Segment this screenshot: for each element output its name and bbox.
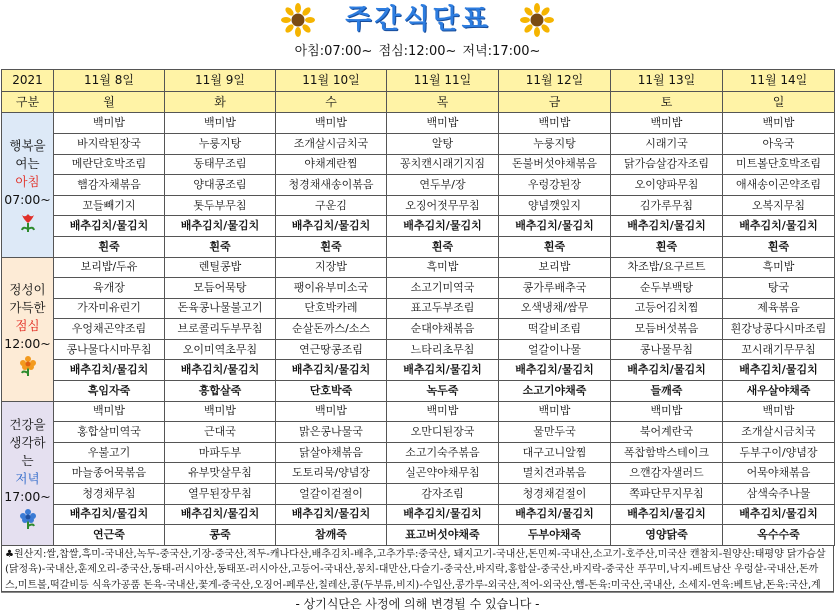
menu-item-cell: 꼬들빼기지 <box>54 195 165 216</box>
menu-item-cell: 흑미밥 <box>723 257 835 278</box>
menu-item-cell: 브로콜리두부무침 <box>165 319 276 340</box>
menu-item-cell: 배추김치/물김치 <box>611 504 723 525</box>
menu-item-cell: 멸치견과볶음 <box>499 463 611 484</box>
menu-item-cell: 오복지무침 <box>723 195 835 216</box>
origin-info: ♣원산지:쌀,찹쌀,흑미-국내산,녹두-중국산,기장-중국산,적두-캐나다산,배추김치-배추,고추가루:중국산, 돼지고기-국내산,돈민찌-국내산,소고기-호주산,미국산 캔참치-원양산:태평양 닭가슴살(닭정육)-국내산,훈제오리-중국산,동태-러시아산,동태포-러시아산,고등어-국내산,꽁치-대만산,다슬기-중국산,바지락,홍합살-중국산,바지락-중국산 푸꾸미,낙지-베트남산 우렁살-국내산,돈까스,미트볼,떡갈비등 식육가공품 돈육-국내산,꽃게-중국산,오징어-페루산,칠레산,콩(두부류,비지)-수입산,콩가루-외국산,적어-외국산,햄-돈육:미국산,국내산, 소세지-연육:베트남,돈육:국산,계 <box>1 546 834 592</box>
tulip-icon <box>4 211 51 233</box>
flower-icon <box>4 355 51 377</box>
notice: - 상기식단은 사정에 의해 변경될 수 있습니다 - <box>1 592 834 614</box>
menu-item-cell: 지장밥 <box>276 257 387 278</box>
menu-item-cell: 유부맛살무침 <box>165 463 276 484</box>
menu-item-cell: 시래기국 <box>611 133 723 154</box>
breakfast-row <box>2 236 835 257</box>
dinner-row <box>2 422 835 443</box>
meal-time: 12:00~ <box>4 336 51 352</box>
weekday-cell: 금 <box>499 91 611 113</box>
dinner-label-cell <box>2 401 54 545</box>
lunch-row <box>2 360 835 381</box>
breakfast-row <box>2 175 835 196</box>
lunch-row <box>2 298 835 319</box>
menu-item-cell: 콩가루배추국 <box>499 278 611 299</box>
menu-item-cell: 동태무조림 <box>165 154 276 175</box>
menu-item-cell: 배추김치/물김치 <box>276 504 387 525</box>
menu-item-cell: 실곤약야채무침 <box>387 463 499 484</box>
menu-item-cell: 두부구이/양념장 <box>723 442 835 463</box>
section-label-cell: 구분 <box>2 91 54 113</box>
menu-item-cell: 흰죽 <box>54 236 165 257</box>
breakfast-row <box>2 195 835 216</box>
meal-time: 07:00~ <box>4 191 51 207</box>
menu-item-cell: 배추김치/물김치 <box>276 360 387 381</box>
menu-item-cell: 떡갈비조림 <box>499 319 611 340</box>
menu-item-cell: 돈육콩나물불고기 <box>165 298 276 319</box>
menu-item-cell: 연근땅콩조림 <box>276 339 387 360</box>
breakfast-label-cell <box>2 113 54 257</box>
dinner-row <box>2 484 835 505</box>
menu-item-cell: 미트볼단호박조림 <box>723 154 835 175</box>
menu-item-cell: 닭살야채볶음 <box>276 442 387 463</box>
menu-item-cell: 탕국 <box>723 278 835 299</box>
menu-item-cell: 콩죽 <box>165 525 276 546</box>
weekday-cell: 화 <box>165 91 276 113</box>
weekday-cell: 수 <box>276 91 387 113</box>
menu-item-cell: 배추김치/물김치 <box>165 360 276 381</box>
weekday-cell: 일 <box>723 91 835 113</box>
menu-item-cell: 햄감자채볶음 <box>54 175 165 196</box>
breakfast-row <box>2 113 835 134</box>
flower-icon <box>4 508 51 530</box>
menu-item-cell: 배추김치/물김치 <box>54 504 165 525</box>
weekday-cell: 목 <box>387 91 499 113</box>
date-cell: 11월 12일 <box>499 70 611 92</box>
menu-item-cell: 배추김치/물김치 <box>54 360 165 381</box>
menu-item-cell: 맑은콩나물국 <box>276 422 387 443</box>
menu-item-cell: 조개살시금치국 <box>723 422 835 443</box>
menu-item-cell: 조개살시금치국 <box>276 133 387 154</box>
date-cell: 11월 8일 <box>54 70 165 92</box>
menu-item-cell: 얼갈이나물 <box>499 339 611 360</box>
title-row <box>0 0 835 40</box>
menu-item-cell: 두부야채죽 <box>499 525 611 546</box>
menu-item-cell: 백미밥 <box>499 113 611 134</box>
menu-item-cell: 아욱국 <box>723 133 835 154</box>
menu-item-cell: 오만디된장국 <box>387 422 499 443</box>
menu-table <box>1 69 835 546</box>
menu-item-cell: 녹두죽 <box>387 381 499 402</box>
menu-item-cell: 순살돈까스/소스 <box>276 319 387 340</box>
menu-item-cell: 야채계란찜 <box>276 154 387 175</box>
menu-item-cell: 배추김치/물김치 <box>165 216 276 237</box>
lunch-row <box>2 278 835 299</box>
menu-item-cell: 보리밥/두유 <box>54 257 165 278</box>
menu-item-cell: 배추김치/물김치 <box>387 504 499 525</box>
menu-item-cell: 알탕 <box>387 133 499 154</box>
dinner-row <box>2 442 835 463</box>
menu-item-cell: 백미밥 <box>611 401 723 422</box>
lunch-row <box>2 381 835 402</box>
lunch-row <box>2 319 835 340</box>
meal-time: 17:00~ <box>4 489 51 505</box>
menu-item-cell: 꼬시래기무무침 <box>723 339 835 360</box>
section-caption: 생각하 <box>9 435 46 451</box>
menu-item-cell: 톳두부무침 <box>165 195 276 216</box>
menu-item-cell: 콩나물무침 <box>611 339 723 360</box>
menu-item-cell: 물만두국 <box>499 422 611 443</box>
breakfast-row <box>2 133 835 154</box>
menu-item-cell: 으깬감자샐러드 <box>611 463 723 484</box>
menu-item-cell: 배추김치/물김치 <box>276 216 387 237</box>
menu-item-cell: 흑미밥 <box>387 257 499 278</box>
menu-item-cell: 백미밥 <box>165 401 276 422</box>
meal-name: 저녁 <box>15 471 40 487</box>
menu-item-cell: 오이양파무침 <box>611 175 723 196</box>
section-caption: 가득한 <box>9 300 46 316</box>
menu-item-cell: 오이미역초무침 <box>165 339 276 360</box>
menu-item-cell: 바지락된장국 <box>54 133 165 154</box>
menu-item-cell: 근대국 <box>165 422 276 443</box>
menu-item-cell: 애새송이곤약조림 <box>723 175 835 196</box>
menu-item-cell: 배추김치/물김치 <box>499 216 611 237</box>
menu-item-cell: 백미밥 <box>54 401 165 422</box>
weekday-row <box>2 91 835 113</box>
menu-item-cell: 닭가슴살감자조림 <box>611 154 723 175</box>
menu-item-cell: 백미밥 <box>611 113 723 134</box>
menu-item-cell: 표고버섯야채죽 <box>387 525 499 546</box>
menu-item-cell: 모듬어묵탕 <box>165 278 276 299</box>
weekday-cell: 토 <box>611 91 723 113</box>
menu-item-cell: 보리밥 <box>499 257 611 278</box>
menu-item-cell: 배추김치/물김치 <box>723 360 835 381</box>
section-caption: 는 <box>21 453 34 469</box>
menu-item-cell: 흰죽 <box>611 236 723 257</box>
dinner-row <box>2 463 835 484</box>
menu-item-cell: 우불고기 <box>54 442 165 463</box>
menu-item-cell: 대구고니알찜 <box>499 442 611 463</box>
menu-item-cell: 열무된장무침 <box>165 484 276 505</box>
menu-item-cell: 양대콩조림 <box>165 175 276 196</box>
sunflower-icon <box>520 3 554 37</box>
menu-item-cell: 오색냉채/쌈무 <box>499 298 611 319</box>
lunch-row <box>2 339 835 360</box>
menu-item-cell: 배추김치/물김치 <box>165 504 276 525</box>
menu-item-cell: 도토리묵/양념장 <box>276 463 387 484</box>
breakfast-row <box>2 216 835 237</box>
menu-item-cell: 렌틸콩밥 <box>165 257 276 278</box>
meal-name: 아침 <box>15 173 40 189</box>
menu-item-cell: 배추김치/물김치 <box>611 216 723 237</box>
menu-item-cell: 백미밥 <box>165 113 276 134</box>
menu-item-cell: 흰죽 <box>499 236 611 257</box>
menu-item-cell: 제육볶음 <box>723 298 835 319</box>
menu-item-cell: 배추김치/물김치 <box>723 216 835 237</box>
menu-item-cell: 옥수수죽 <box>723 525 835 546</box>
menu-item-cell: 참깨죽 <box>276 525 387 546</box>
date-cell: 11월 14일 <box>723 70 835 92</box>
section-caption: 여는 <box>15 155 40 171</box>
menu-item-cell: 흰죽 <box>387 236 499 257</box>
menu-item-cell: 순두부백탕 <box>611 278 723 299</box>
menu-item-cell: 연근죽 <box>54 525 165 546</box>
menu-item-cell: 배추김치/물김치 <box>54 216 165 237</box>
menu-item-cell: 누룽지탕 <box>165 133 276 154</box>
menu-item-cell: 백미밥 <box>387 113 499 134</box>
menu-item-cell: 백미밥 <box>387 401 499 422</box>
menu-table-body <box>2 70 835 546</box>
menu-item-cell: 백미밥 <box>276 113 387 134</box>
menu-item-cell: 소고기미역국 <box>387 278 499 299</box>
menu-item-cell: 우엉채곤약조림 <box>54 319 165 340</box>
menu-item-cell: 감자조림 <box>387 484 499 505</box>
date-cell: 11월 9일 <box>165 70 276 92</box>
section-caption: 정성이 <box>9 282 46 298</box>
menu-item-cell: 순대야채볶음 <box>387 319 499 340</box>
meal-times: 아침:07:00~ 점심:12:00~ 저녁:17:00~ <box>294 44 541 59</box>
menu-item-cell: 표고두부조림 <box>387 298 499 319</box>
date-row <box>2 70 835 92</box>
section-caption: 행복을 <box>9 137 46 153</box>
menu-item-cell: 백미밥 <box>276 401 387 422</box>
menu-item-cell: 메란단호박조림 <box>54 154 165 175</box>
menu-item-cell: 느타리초무침 <box>387 339 499 360</box>
menu-item-cell: 북어계란국 <box>611 422 723 443</box>
year-cell: 2021 <box>2 70 54 92</box>
menu-item-cell: 백미밥 <box>499 401 611 422</box>
menu-item-cell: 마파두부 <box>165 442 276 463</box>
menu-item-cell: 가자미유린기 <box>54 298 165 319</box>
menu-item-cell: 꽁치캔시래기지짐 <box>387 154 499 175</box>
sunflower-icon <box>281 3 315 37</box>
menu-item-cell: 소고기야채죽 <box>499 381 611 402</box>
meal-name: 점심 <box>15 318 40 334</box>
menu-item-cell: 흥합살죽 <box>165 381 276 402</box>
menu-item-cell: 콩나물다시마무침 <box>54 339 165 360</box>
lunch-row <box>2 257 835 278</box>
lunch-label-cell <box>2 257 54 401</box>
menu-item-cell: 우렁강된장 <box>499 175 611 196</box>
menu-item-cell: 단호박카레 <box>276 298 387 319</box>
menu-item-cell: 누룽지탕 <box>499 133 611 154</box>
menu-item-cell: 청경채무침 <box>54 484 165 505</box>
menu-item-cell: 육개장 <box>54 278 165 299</box>
menu-item-cell: 배추김치/물김치 <box>499 504 611 525</box>
menu-item-cell: 배추김치/물김치 <box>723 504 835 525</box>
menu-item-cell: 팽이유부미소국 <box>276 278 387 299</box>
weekday-cell: 월 <box>54 91 165 113</box>
menu-item-cell: 구운김 <box>276 195 387 216</box>
menu-item-cell: 배추김치/물김치 <box>387 360 499 381</box>
menu-item-cell: 배추김치/물김치 <box>387 216 499 237</box>
page-title: 주간식단표 <box>345 4 491 35</box>
menu-item-cell: 폭찹함박스테이크 <box>611 442 723 463</box>
dinner-row <box>2 401 835 422</box>
menu-item-cell: 차조밥/요구르트 <box>611 257 723 278</box>
menu-item-cell: 흰죽 <box>723 236 835 257</box>
menu-item-cell: 흰강낭콩다시마조림 <box>723 319 835 340</box>
menu-item-cell: 흰죽 <box>165 236 276 257</box>
menu-item-cell: 돈불버섯야채볶음 <box>499 154 611 175</box>
breakfast-row <box>2 154 835 175</box>
menu-item-cell: 청경채겉절이 <box>499 484 611 505</box>
menu-item-cell: 들깨죽 <box>611 381 723 402</box>
date-cell: 11월 11일 <box>387 70 499 92</box>
menu-item-cell: 양념깻잎지 <box>499 195 611 216</box>
menu-item-cell: 삼색숙주나물 <box>723 484 835 505</box>
menu-item-cell: 영양닭죽 <box>611 525 723 546</box>
menu-item-cell: 쪽파단무지무침 <box>611 484 723 505</box>
menu-item-cell: 흰죽 <box>276 236 387 257</box>
menu-item-cell: 오징어젓무무침 <box>387 195 499 216</box>
section-caption: 건강을 <box>9 417 46 433</box>
menu-item-cell: 백미밥 <box>723 113 835 134</box>
menu-item-cell: 얼갈이겉절이 <box>276 484 387 505</box>
menu-item-cell: 어묵야채볶음 <box>723 463 835 484</box>
menu-item-cell: 새우살야채죽 <box>723 381 835 402</box>
menu-item-cell: 홍합살미역국 <box>54 422 165 443</box>
menu-item-cell: 배추김치/물김치 <box>611 360 723 381</box>
menu-item-cell: 고등어김치찜 <box>611 298 723 319</box>
menu-item-cell: 흑임자죽 <box>54 381 165 402</box>
menu-item-cell: 연두부/장 <box>387 175 499 196</box>
menu-item-cell: 백미밥 <box>723 401 835 422</box>
date-cell: 11월 13일 <box>611 70 723 92</box>
menu-item-cell: 소고기숙주볶음 <box>387 442 499 463</box>
dinner-row <box>2 525 835 546</box>
menu-item-cell: 청경채새송이볶음 <box>276 175 387 196</box>
menu-item-cell: 마늘종어묵볶음 <box>54 463 165 484</box>
menu-item-cell: 김가루무침 <box>611 195 723 216</box>
menu-item-cell: 모듬버섯볶음 <box>611 319 723 340</box>
date-cell: 11월 10일 <box>276 70 387 92</box>
menu-item-cell: 배추김치/물김치 <box>499 360 611 381</box>
menu-item-cell: 단호박죽 <box>276 381 387 402</box>
menu-item-cell: 백미밥 <box>54 113 165 134</box>
dinner-row <box>2 504 835 525</box>
